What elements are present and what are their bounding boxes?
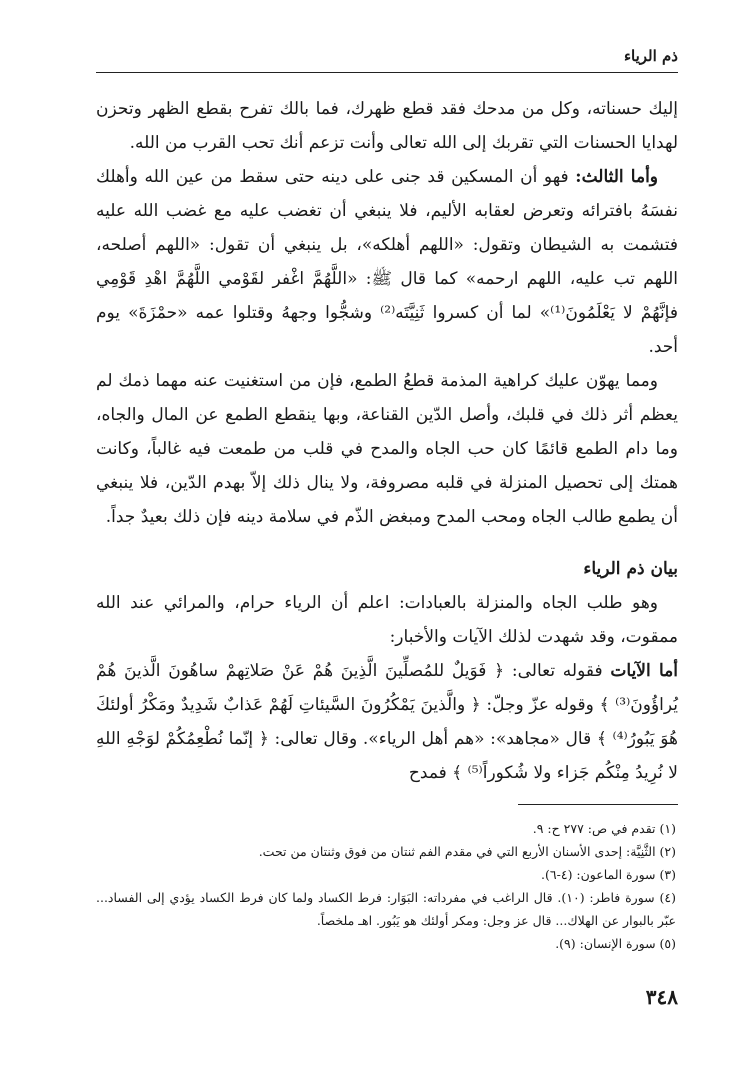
section-title: بيان ذم الرياء (583, 559, 678, 579)
header-divider (96, 72, 678, 73)
section-gap (96, 534, 678, 552)
footnote-2: (٢) الثَّنِيَّة: إحدى الأسنان الأربع التي في مقدم الفم ثنتان من فوق وثنتان من تحت. (258, 844, 676, 859)
footnote-3: (٣) سورة الماعون: (٤-٦). (541, 867, 676, 882)
paragraph-3: ومما يهوّن عليك كراهية المذمة قطعُ الطمع، فإن من استغنيت عنه مهما ذمك لم يعظم أثر ذلك في قلبك، وأصل الدّين القناعة، وبها ينقطع الطمع عن المال والجاه، وما دام الطمع قائمًا كان حب الجاه والمدح في قلب من طمعت فيه غالباً، وكانت همتك إلى تحصيل المنزلة في قلبه مصروفة، ولا ينال ذلك إلاّ بهدم الدّين، فلا ينبغي أن يطمع طالب الجاه ومحب المدح ومبغض الذّم في سلامة دينه فإن ذلك بعيدٌ جداً. (96, 371, 678, 527)
page-number: ٣٤٨ (645, 985, 678, 1009)
paragraph-2 (96, 160, 678, 364)
paragraph-2-lead: وأما الثالث: (575, 167, 659, 187)
paragraph-2-text: فهو أن المسكين قد جنى على دينه حتى سقط من عين الله وأهلك نفسَهُ بافترائه وتعرض لعقابه الأليم، فلا ينبغي أن تغضب عليه مع غضب الله عليه فتشمت به الشيطان وتقول: «اللهم أهلكه»، بل ينبغي أن تقول: «اللهم أصلحه، اللهم تب عليه، اللهم ارحمه» كما قال ﷺ: «اللَّهُمَّ اغْفر لقَوْمي اللَّهُمَّ اهْدِ قَوْمِي فإنَّهُمْ لا يَعْلَمُونَ⁽¹⁾» لما أن كسروا ثَنِيَّتَه⁽²⁾ وشجُّوا وجههُ وقتلوا عمه «حمْزَةَ» يوم أحد. (96, 167, 678, 357)
footnote-5: (٥) سورة الإنسان: (٩). (555, 936, 676, 951)
footnote-1: (١) تقدم في ص: ٢٧٧ ح: ٩. (532, 821, 676, 836)
footnote-4: (٤) سورة فاطر: (١٠). قال الراغب في مفرداته: البَوَار: فرط الكساد ولما كان فرط الكساد يؤدي إلى الفساد... عبّر بالبوار عن الهلاك... قال عز وجل: ومكر أولئك هو يَبُور. اهـ ملخصاً. (96, 890, 676, 928)
footnotes (96, 817, 676, 955)
main-text (96, 92, 678, 790)
verses-text: فقوله تعالى: ﴿ فَوَيلٌ للمُصلِّينَ الَّذِينَ هُمْ عَنْ صَلاتِهمْ ساهُونَ الَّذينَ هُمْ يُراؤُونَ⁽³⁾ ﴾ وقوله عزّ وجلّ: ﴿ والَّذينَ يَمْكُرُونَ السَّيئاتِ لَهُمْ عَذابٌ شَدِيدٌ ومَكْرُ أولئكَ هُوَ يَبُورُ⁽⁴⁾ ﴾ قال «مجاهد»: «هم أهل الرياء». وقال تعالى: ﴿ إنّما نُطْعِمُكُمْ لوَجْهِ اللهِ لا نُرِيدُ مِنْكُم جَزاء ولا شُكوراً⁽⁵⁾ ﴾ فمدح (96, 661, 678, 783)
footnote-divider (518, 804, 678, 805)
verses-paragraph (96, 654, 678, 790)
section-intro: وهو طلب الجاه والمنزلة بالعبادات: اعلم أن الرياء حرام، والمرائي عند الله ممقوت، وقد شهدت لذلك الآيات والأخبار: (96, 593, 678, 647)
running-title: ذم الرياء (623, 47, 678, 65)
verses-lead: أما الآيات (610, 661, 679, 681)
paragraph-1: إليك حسناته، وكل من مدحك فقد قطع ظهرك، فما بالك تفرح بقطع الظهر وتحزن لهدايا الحسنات التي تقربك إلى الله تعالى وأنت تزعم أنك تحب القرب من الله. (96, 99, 678, 153)
